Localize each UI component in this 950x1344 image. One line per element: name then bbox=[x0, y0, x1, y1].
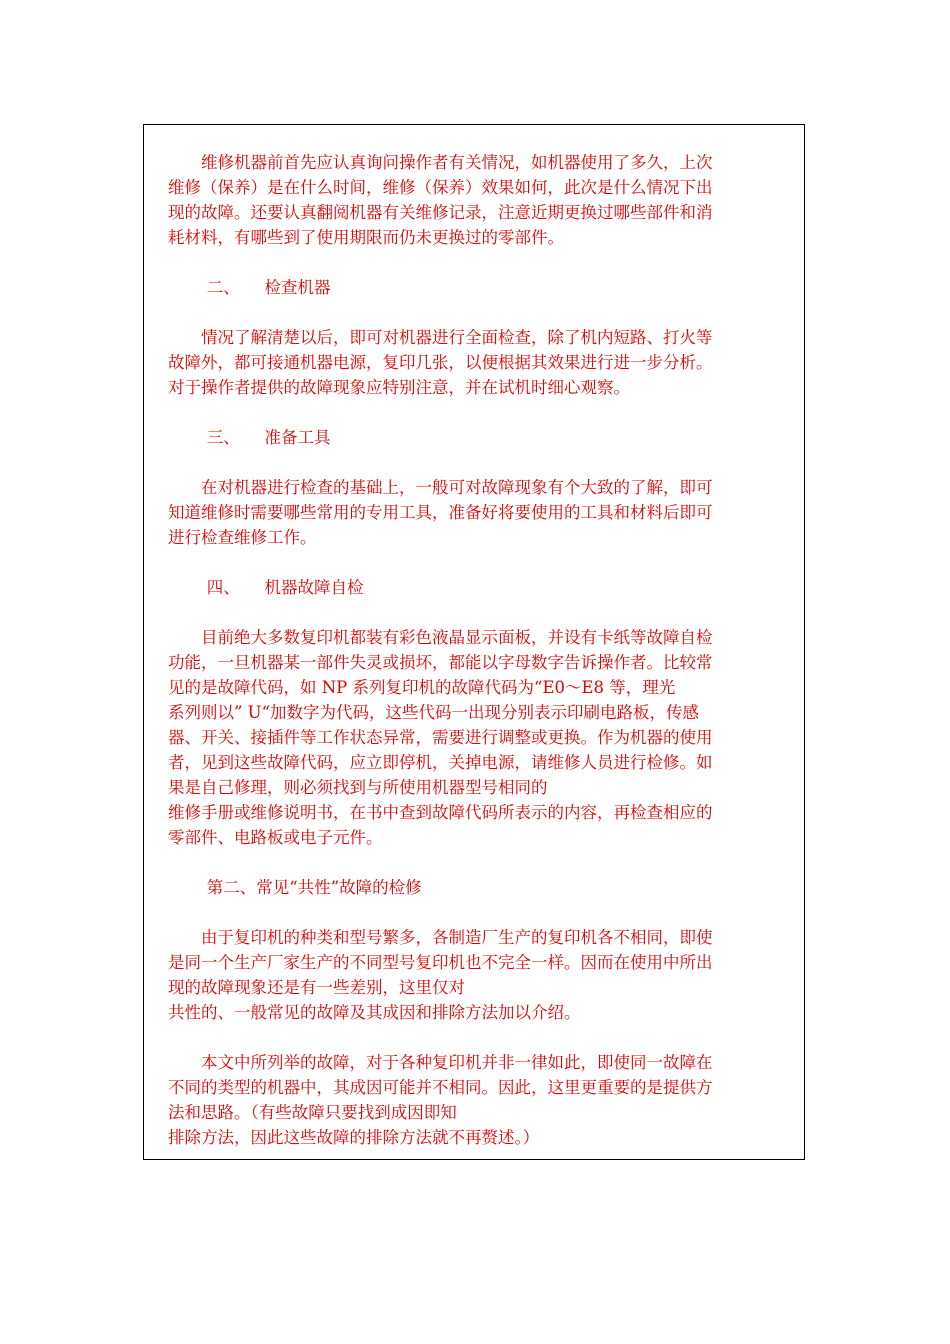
text-line: 由于复印机的种类和型号繁多，各制造厂生产的复印机各不相同，即使 bbox=[201, 928, 713, 947]
text-line: 法和思路。（有些故障只要找到成因即知 bbox=[168, 1103, 457, 1122]
text-line: 者，见到这些故障代码，应立即停机，关掉电源，请维修人员进行检修。如 bbox=[168, 753, 713, 772]
chapter-heading-common-faults bbox=[168, 875, 800, 900]
section-number: 四、 bbox=[206, 578, 240, 597]
document-body bbox=[168, 150, 800, 1175]
paragraph-methods bbox=[168, 1050, 800, 1150]
text-line: 是同一个生产厂家生产的不同型号复印机也不完全一样。因而在使用中所出 bbox=[168, 953, 713, 972]
section-heading-selftest bbox=[168, 575, 800, 600]
text-line: 在对机器进行检查的基础上，一般可对故障现象有个大致的了解，即可 bbox=[201, 478, 713, 497]
section-number: 二、 bbox=[206, 278, 240, 297]
text-line: 果是自己修理，则必须找到与所使用机器型号相同的 bbox=[168, 778, 548, 797]
text-line: 本文中所列举的故障，对于各种复印机并非一律如此，即使同一故障在 bbox=[201, 1053, 713, 1072]
section-heading-tools bbox=[168, 425, 800, 450]
text-line: 排除方法，因此这些故障的排除方法就不再赘述。） bbox=[168, 1128, 540, 1147]
text-line: 现的故障现象还是有一些差别，这里仅对 bbox=[168, 978, 465, 997]
text-line: 现的故障。还要认真翻阅机器有关维修记录，注意近期更换过哪些部件和消 bbox=[168, 203, 713, 222]
text-line: 器、开关、接插件等工作状态异常，需要进行调整或更换。作为机器的使用 bbox=[168, 728, 713, 747]
paragraph-inquiry bbox=[168, 150, 800, 250]
text-line: 目前绝大多数复印机都装有彩色液晶显示面板，并设有卡纸等故障自检 bbox=[201, 628, 713, 647]
text-line: 故障外，都可接通机器电源，复印几张，以便根据其效果进行进一步分析。 bbox=[168, 353, 713, 372]
text-line: 对于操作者提供的故障现象应特别注意，并在试机时细心观察。 bbox=[168, 378, 630, 397]
text-line: 维修机器前首先应认真询问操作者有关情况，如机器使用了多久，上次 bbox=[201, 153, 713, 172]
section-title: 检查机器 bbox=[264, 278, 331, 297]
text-line: 零部件、电路板或电子元件。 bbox=[168, 828, 383, 847]
section-number: 三、 bbox=[206, 428, 240, 447]
text-line: 系列则以” U“加数字为代码，这些代码一出现分别表示印刷电路板，传感 bbox=[168, 703, 700, 722]
section-heading-inspect bbox=[168, 275, 800, 300]
paragraph-inspect bbox=[168, 325, 800, 400]
text-line: 进行检查维修工作。 bbox=[168, 528, 317, 547]
text-line: 共性的、一般常见的故障及其成因和排除方法加以介绍。 bbox=[168, 1003, 581, 1022]
text-line: 耗材料，有哪些到了使用期限而仍未更换过的零部件。 bbox=[168, 228, 564, 247]
paragraph-tools bbox=[168, 475, 800, 550]
text-line: 功能，一旦机器某一部件失灵或损坏，都能以字母数字告诉操作者。比较常 bbox=[168, 653, 713, 672]
paragraph-selftest bbox=[168, 625, 800, 850]
section-title: 准备工具 bbox=[264, 428, 331, 447]
chapter-title: 第二、常见“共性”故障的检修 bbox=[206, 878, 422, 897]
paragraph-common-faults bbox=[168, 925, 800, 1025]
text-line: 知道维修时需要哪些常用的专用工具，准备好将要使用的工具和材料后即可 bbox=[168, 503, 713, 522]
text-line: 见的是故障代码，如 NP 系列复印机的故障代码为“E0～E8 等，理光 bbox=[168, 678, 676, 697]
text-line: 情况了解清楚以后，即可对机器进行全面检查，除了机内短路、打火等 bbox=[201, 328, 713, 347]
section-title: 机器故障自检 bbox=[264, 578, 364, 597]
text-line: 不同的类型的机器中，其成因可能并不相同。因此，这里更重要的是提供方 bbox=[168, 1078, 713, 1097]
text-line: 维修手册或维修说明书，在书中查到故障代码所表示的内容，再检查相应的 bbox=[168, 803, 713, 822]
text-line: 维修（保养）是在什么时间，维修（保养）效果如何，此次是什么情况下出 bbox=[168, 178, 713, 197]
